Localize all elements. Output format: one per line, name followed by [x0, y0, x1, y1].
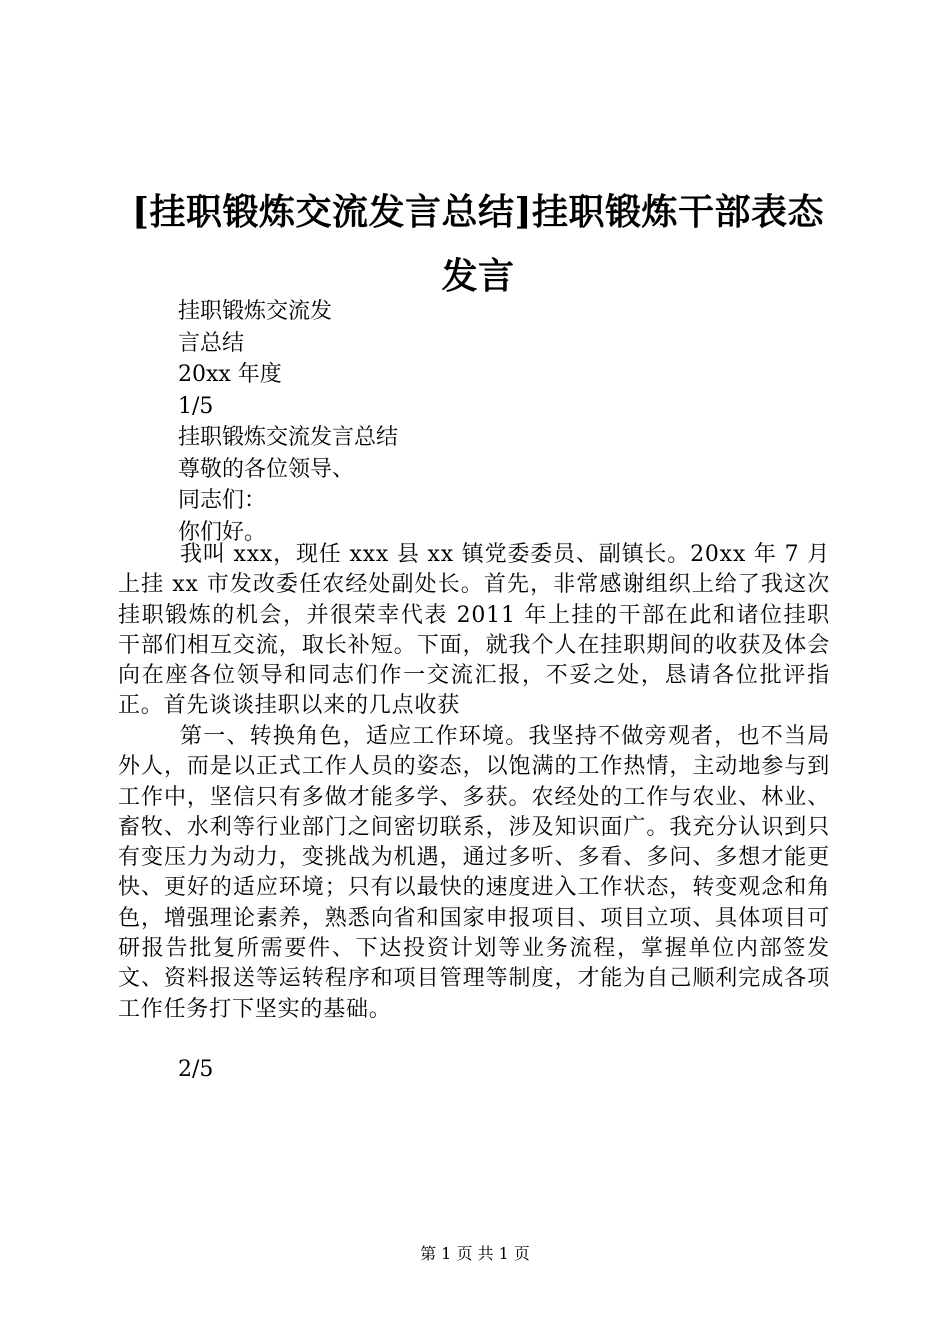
opening-line: 20xx 年度 [178, 362, 282, 387]
opening-line: 同志们： [178, 488, 267, 513]
document-title: [挂职锻炼交流发言总结]挂职锻炼干部表态发言 [131, 191, 825, 297]
opening-lines [178, 296, 398, 548]
opening-line: 尊敬的各位领导、 [178, 456, 355, 482]
body-paragraph: 我叫 xxx，现任 xxx 县 xx 镇党委委员、副镇长。20xx 年 7 月上挂 xx 市发改委任农经处副处长。首先，非常感谢组织上给了我这次挂职锻炼的机会，并很荣幸代表 2011 年上挂的干部在此和诸位挂职干部们相互交流，取长补短。下面，就我个人在挂职期间的收获及体会向在座各位领导和同志们作一交流汇报，不妥之处，恳请各位批评指正。首先谈谈挂职以来的几点收获 [118, 542, 830, 719]
body-paragraph: 第一、转换角色，适应工作环境。我坚持不做旁观者，也不当局外人，而是以正式工作人员的姿态，以饱满的工作热情，主动地参与到工作中，坚信只有多做才能多学、多获。农经处的工作与农业、林业、畜牧、水利等行业部门之间密切联系，涉及知识面广。我充分认识到只有变压力为动力，变挑战为机遇，通过多听、多看、多问、多想才能更快、更好的适应环境；只有以最快的速度进入工作状态，转变观念和角色，增强理论素养，熟悉向省和国家申报项目、项目立项、具体项目可研报告批复所需要件、下达投资计划等业务流程，掌握单位内部签发文、资料报送等运转程序和项目管理等制度，才能为自己顺利完成各项工作任务打下坚实的基础。 [118, 724, 830, 1022]
opening-line: 你们好。 [178, 519, 267, 545]
opening-line: 言总结 [178, 330, 245, 356]
opening-line: 挂职锻炼交流发言总结 [178, 425, 399, 450]
page-mark: 2/5 [178, 1057, 214, 1082]
opening-line: 挂职锻炼交流发 [178, 299, 333, 324]
page-footer: 第 1 页 共 1 页 [420, 1244, 530, 1263]
opening-line: 1/5 [178, 393, 214, 419]
